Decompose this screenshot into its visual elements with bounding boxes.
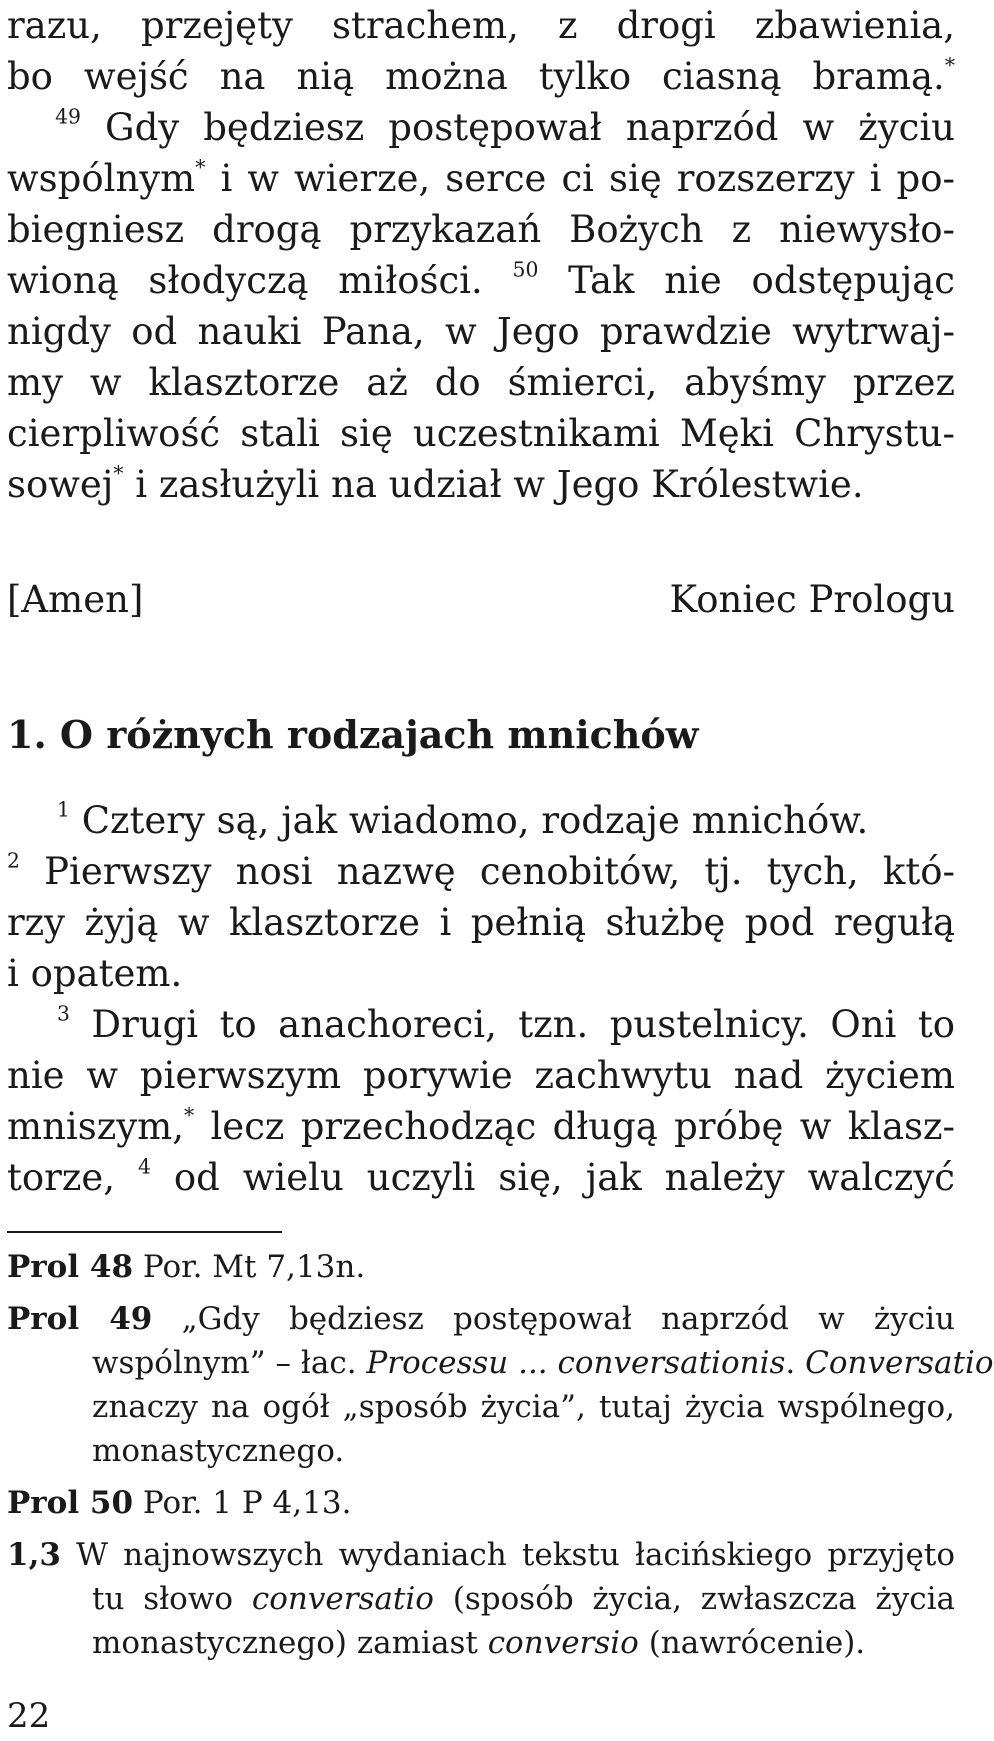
text-line: wioną słodyczą miłości. $^{50}$ Tak nie odstępując xyxy=(7,257,955,302)
text-line: nigdy od nauki Pana, w Jego prawdzie wytrwaj- xyxy=(7,310,955,353)
prologue-end-line xyxy=(7,574,955,625)
text-line: nie w pierwszym porywie zachwytu nad życiem xyxy=(7,1054,955,1097)
text-line: bo wejść na nią można tylko ciasną bramą.* xyxy=(7,53,955,98)
footnote-item: Prol 48 Por. Mt 7,13n. xyxy=(7,1249,366,1285)
text-line: sowej* i zasłużyli na udział w Jego Królestwie. xyxy=(7,461,864,506)
footnote-item: 1,3 W najnowszych wydaniach tekstu łacińskiego przyjęto tu słowo conversatio (sposób życia, zwłaszcza życia monastycznego) zamiast conversio (nawrócenie). xyxy=(7,1537,955,1661)
footnotes xyxy=(7,1245,994,1673)
text-line: rzy żyją w klasztorze i pełnią służbę pod regułą xyxy=(7,901,955,944)
verse-number: 50 xyxy=(512,257,539,282)
amen-text: [Amen] xyxy=(7,578,144,621)
text-line: biegniesz drogą przykazań Bożych z niewysło- xyxy=(7,208,955,251)
prologue-paragraph xyxy=(7,0,955,510)
text-line: $^{49}$ Gdy będziesz postępował naprzód w życiu xyxy=(55,104,955,149)
text-line: mniszym,* lecz przechodząc długą próbę w klasz- xyxy=(7,1103,955,1148)
text-line: wspólnym* i w wierze, serce ci się rozszerzy i po- xyxy=(7,155,955,200)
footnote-item: Prol 49 „Gdy będziesz postępował naprzód w życiu wspólnym” – łac. Processu ... conversationis. Conversatio znaczy na ogół „sposób życia”, tutaj życia wspólnego, monastycznego. xyxy=(7,1301,994,1469)
footnote-ref: Prol 50 xyxy=(7,1485,134,1521)
footnote-ref: Prol 49 xyxy=(7,1301,153,1337)
verse-number: 49 xyxy=(55,104,81,129)
footnote-marker: * xyxy=(195,155,206,180)
chapter-heading: 1. O różnych rodzajach mnichów xyxy=(7,712,699,757)
footnote-marker: * xyxy=(944,53,955,78)
footnote-ref: Prol 48 xyxy=(7,1249,134,1285)
page-number: 22 xyxy=(7,1696,51,1736)
verse-number: 2 xyxy=(7,848,20,873)
text-line: $^1$ Cztery są, jak wiadomo, rodzaje mnichów. xyxy=(57,797,869,842)
chapter-paragraph xyxy=(7,795,955,1203)
end-of-prologue: Koniec Prologu xyxy=(669,578,955,621)
verse-number: 1 xyxy=(57,797,70,822)
text-line: my w klasztorze aż do śmierci, abyśmy przez xyxy=(7,361,955,404)
text-line: torze, $^4$ od wielu uczyli się, jak należy walczyć xyxy=(7,1154,955,1199)
text-line: cierpliwość stali się uczestnikami Męki Chrystu- xyxy=(7,412,955,455)
verse-number: 3 xyxy=(57,1001,70,1026)
verse-number: 4 xyxy=(137,1154,151,1179)
footnote-item: Prol 50 Por. 1 P 4,13. xyxy=(7,1485,352,1521)
footnote-marker: * xyxy=(113,461,124,486)
footnote-marker: * xyxy=(183,1103,195,1128)
text-line: razu, przejęty strachem, z drogi zbawienia, xyxy=(7,4,955,47)
text-line: i opatem. xyxy=(7,952,183,995)
text-line: $^3$ Drugi to anachoreci, tzn. pustelnicy. Oni to xyxy=(57,1001,955,1046)
footnote-ref: 1,3 xyxy=(7,1537,61,1573)
text-line: $^2$ Pierwszy nosi nazwę cenobitów, tj. tych, któ- xyxy=(7,848,955,893)
footnote-rule xyxy=(7,1231,282,1233)
